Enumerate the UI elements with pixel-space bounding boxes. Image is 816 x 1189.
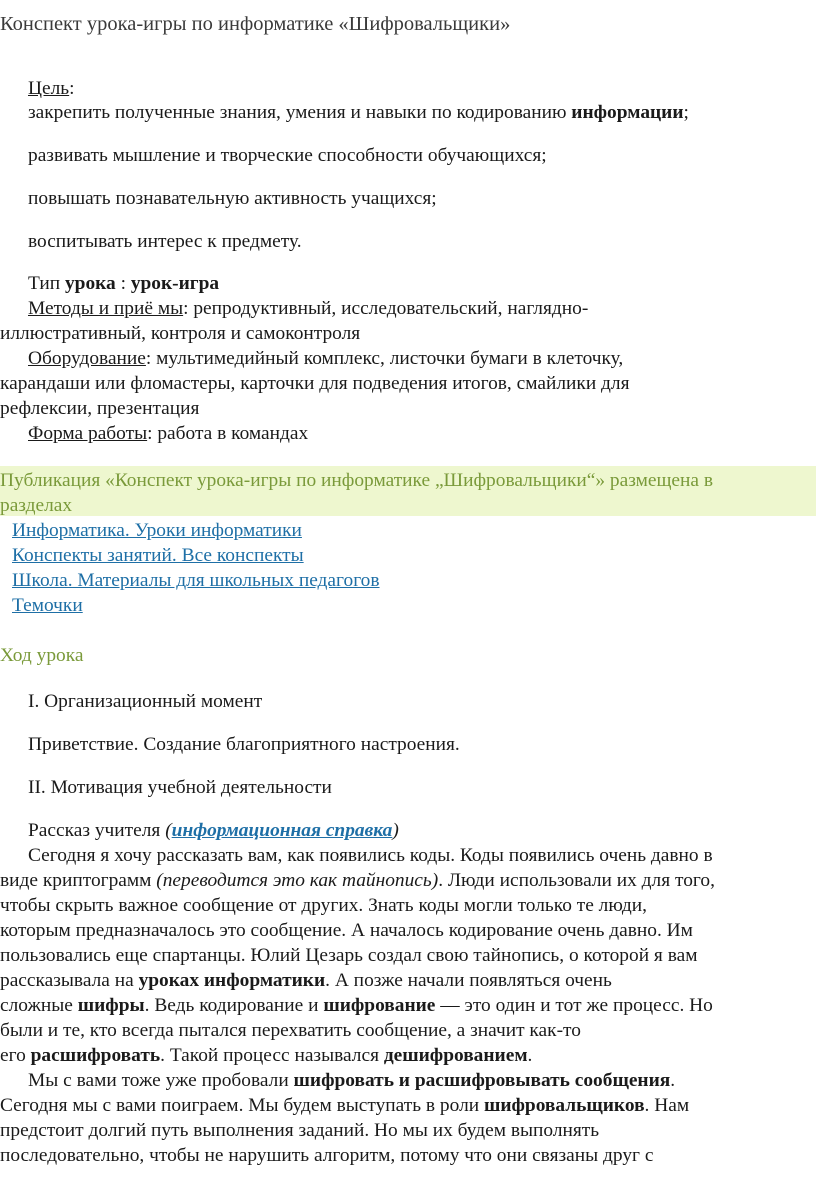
- paragraph-line: чтобы скрыть важное сообщение от других. Знать коды могли только те люди,: [0, 895, 647, 916]
- paragraph-line: предстоит долгий путь выполнения заданий. Но мы их будем выполнять: [0, 1120, 600, 1141]
- goal-item: развивать мышление и творческие способности обучающихся;: [28, 145, 547, 166]
- goal-item: закрепить полученные знания, умения и навыки по кодированию информации;: [28, 102, 689, 123]
- methods-line: иллюстративный, контроля и самоконтроля: [0, 323, 361, 344]
- section-link[interactable]: Школа. Материалы для школьных педагогов: [12, 570, 380, 591]
- paragraph-line: Сегодня я хочу рассказать вам, как появились коды. Коды появились очень давно в: [28, 845, 713, 866]
- page-title: Конспект урока-игры по информатике «Шифровальщики»: [0, 13, 511, 35]
- goal-heading: Цель:: [28, 78, 75, 99]
- section-link[interactable]: Темочки: [12, 595, 83, 616]
- methods-label: Методы и приё мы: [28, 298, 184, 319]
- paragraph-line: Сегодня мы с вами поиграем. Мы будем выступать в роли шифровальщиков. Нам: [0, 1095, 690, 1116]
- paragraph-line: его расшифровать. Такой процесс назывался дешифрованием.: [0, 1045, 533, 1066]
- info-reference-link[interactable]: информационная справка: [171, 820, 393, 841]
- goal-item: повышать познавательную активность учащихся;: [28, 188, 437, 209]
- equipment-line: карандаши или фломастеры, карточки для подведения итогов, смайлики для: [0, 373, 630, 394]
- lesson-type: Тип урока : урок-игра: [28, 273, 220, 294]
- publication-text: разделах: [0, 495, 73, 516]
- stage-heading: I. Организационный момент: [28, 691, 263, 712]
- equipment-line: рефлексии, презентация: [0, 398, 200, 419]
- equipment-line: Оборудование: мультимедийный комплекс, листочки бумаги в клеточку,: [28, 348, 624, 369]
- stage-heading: II. Мотивация учебной деятельности: [28, 777, 332, 798]
- publication-text: Публикация «Конспект урока-игры по информатике „Шифровальщики“» размещена в: [0, 470, 713, 491]
- section-link[interactable]: Конспекты занятий. Все конспекты: [12, 545, 304, 566]
- paragraph-line: были и те, кто всегда пытался перехватить сообщение, а значит как-то: [0, 1020, 581, 1041]
- paragraph-line: пользовались еще спартанцы. Юлий Цезарь создал свою тайнопись, о которой я вам: [0, 945, 698, 966]
- paragraph-line: последовательно, чтобы не нарушить алгоритм, потому что они связаны друг с: [0, 1145, 654, 1166]
- form-label: Форма работы: [28, 423, 148, 444]
- goal-label: Цель: [28, 78, 70, 99]
- paragraph-line: сложные шифры. Ведь кодирование и шифрование — это один и тот же процесс. Но: [0, 995, 713, 1016]
- section-link[interactable]: Информатика. Уроки информатики: [12, 520, 302, 541]
- paragraph-line: которым предназначалось это сообщение. А началось кодирование очень давно. Им: [0, 920, 693, 941]
- paragraph-line: Мы с вами тоже уже пробовали шифровать и расшифровывать сообщения.: [28, 1070, 676, 1091]
- form-line: Форма работы: работа в командах: [28, 423, 309, 444]
- lesson-heading: Ход урока: [0, 645, 84, 666]
- equipment-label: Оборудование: [28, 348, 146, 369]
- goal-item: воспитывать интерес к предмету.: [28, 231, 302, 252]
- paragraph-line: рассказывала на уроках информатики. А позже начали появляться очень: [0, 970, 612, 991]
- paragraph-line: виде криптограмм (переводится это как тайнопись). Люди использовали их для того,: [0, 870, 715, 891]
- story-line: Рассказ учителя (информационная справка): [28, 820, 399, 841]
- methods-line: Методы и приё мы: репродуктивный, исследовательский, наглядно-: [28, 298, 589, 319]
- greeting-text: Приветствие. Создание благоприятного настроения.: [28, 734, 460, 755]
